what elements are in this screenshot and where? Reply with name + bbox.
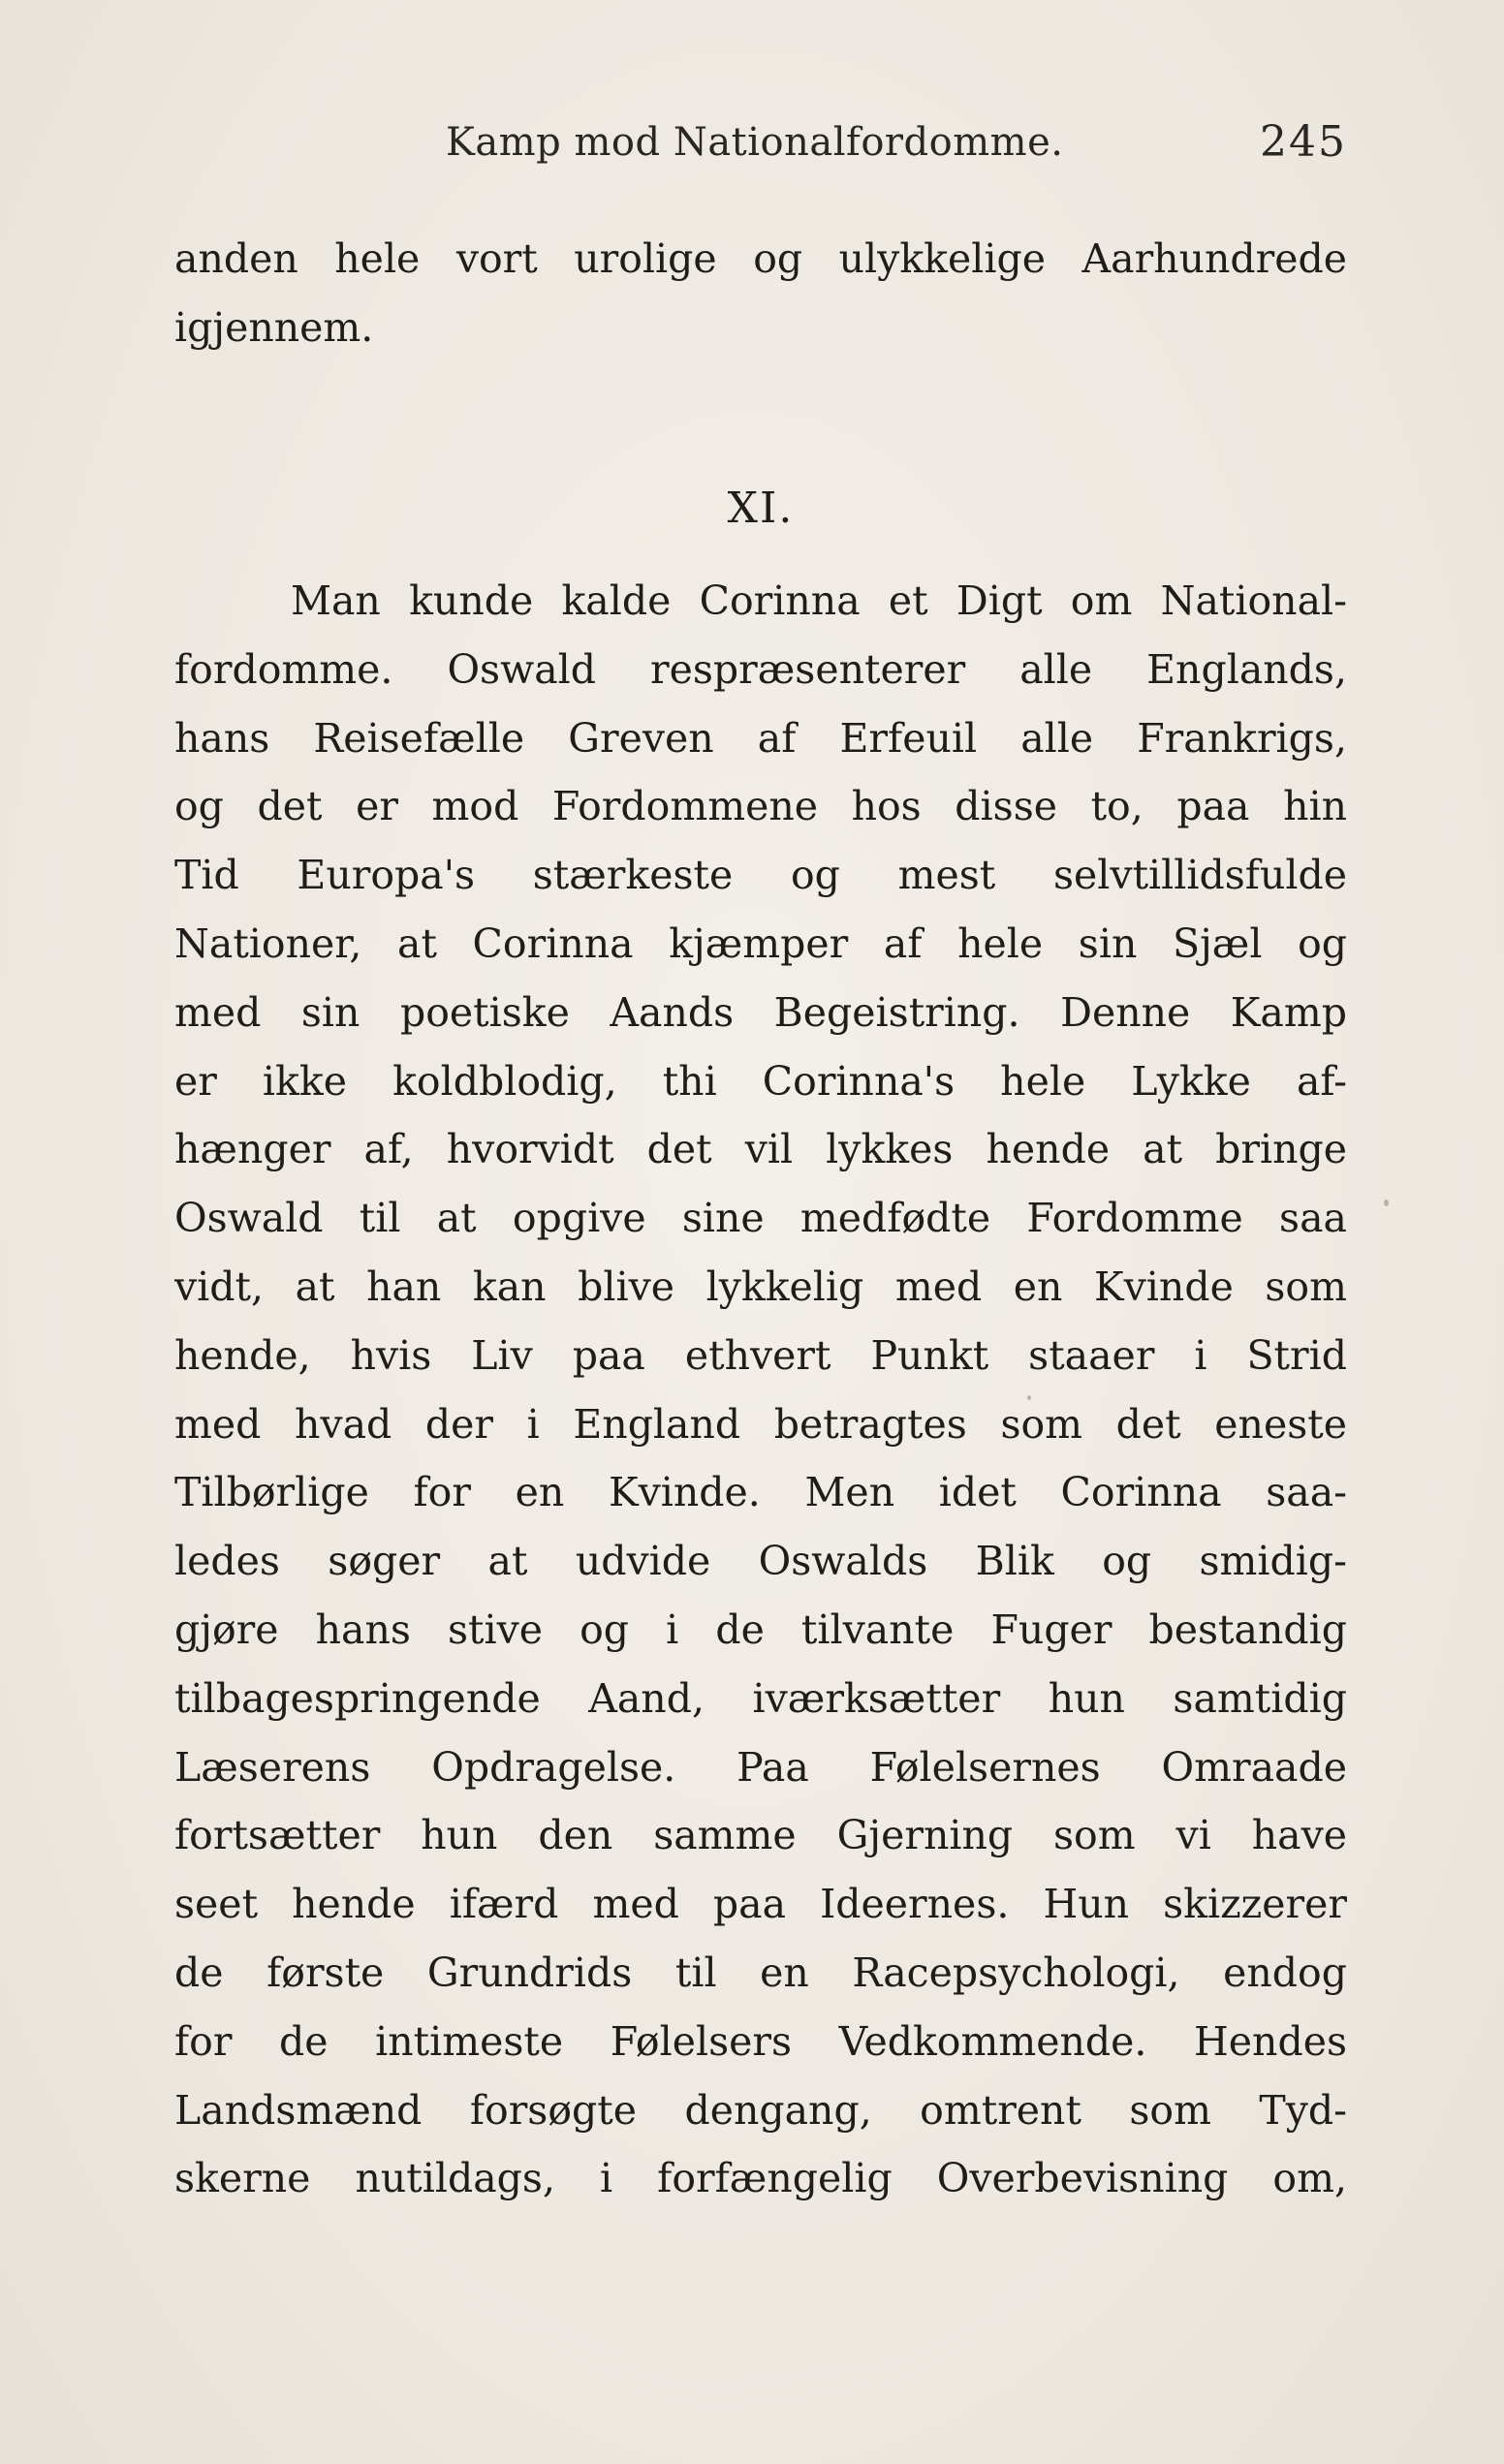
- text-line: skerne nutildags, i forfængelig Overbevisning om,: [174, 2155, 1347, 2202]
- text-line: Oswald til at opgive sine medfødte Fordomme saa: [174, 1195, 1347, 1242]
- intro-paragraph: [174, 225, 1347, 362]
- text-line: med hvad der i England betragtes som det eneste: [174, 1400, 1347, 1448]
- text-line: Læserens Opdragelse. Paa Følelsernes Omraade: [174, 1743, 1347, 1791]
- text-line: fortsætter hun den samme Gjerning som vi have: [174, 1812, 1347, 1859]
- text-line: anden hele vort urolige og ulykkelige Aarhundrede: [174, 235, 1347, 282]
- text-line: gjøre hans stive og i de tilvante Fuger bestandig: [174, 1606, 1347, 1653]
- text-line: ledes søger at udvide Oswalds Blik og smidig-: [174, 1538, 1347, 1585]
- text-line: Landsmænd forsøgte dengang, omtrent som Tyd-: [174, 2086, 1347, 2134]
- text-line: seet hende ifærd med paa Ideernes. Hun skizzerer: [174, 1881, 1347, 1928]
- text-line: de første Grundrids til en Racepsychologi, endog: [174, 1949, 1347, 1996]
- text-line: tilbagespringende Aand, iværksætter hun samtidig: [174, 1674, 1347, 1722]
- text-line: for de intimeste Følelsers Vedkommende. Hendes: [174, 2017, 1347, 2065]
- chapter-paragraph: [174, 567, 1347, 2213]
- running-title: Kamp mod Nationalfordomme.: [446, 120, 1064, 165]
- text-line: med sin poetiske Aands Begeistring. Denne Kamp: [174, 988, 1347, 1036]
- text-line: hænger af, hvorvidt det vil lykkes hende at bringe: [174, 1126, 1347, 1173]
- text-line: fordomme. Oswald respræsenterer alle Englands,: [174, 645, 1347, 693]
- text-line: Man kunde kalde Corinna et Digt om National-: [291, 577, 1347, 624]
- chapter-heading: XI.: [727, 483, 795, 533]
- text-line: og det er mod Fordommene hos disse to, paa hin: [174, 783, 1347, 830]
- text-line: Nationer, at Corinna kjæmper af hele sin Sjæl og: [174, 920, 1347, 967]
- paper-speck: [1384, 1200, 1389, 1206]
- text-line: vidt, at han kan blive lykkelig med en Kvinde som: [174, 1263, 1347, 1310]
- page-number: 245: [1260, 117, 1347, 167]
- text-line: igjennem.: [174, 303, 374, 351]
- text-line: er ikke koldblodig, thi Corinna's hele Lykke af-: [174, 1057, 1347, 1105]
- running-head: [174, 109, 1347, 176]
- paper-speck: [1027, 1395, 1031, 1400]
- text-line: hans Reisefælle Greven af Erfeuil alle Frankrigs,: [174, 714, 1347, 762]
- text-line: Tilbørlige for en Kvinde. Men idet Corinna saa-: [174, 1469, 1347, 1516]
- text-line: Tid Europa's stærkeste og mest selvtillidsfulde: [174, 852, 1347, 899]
- text-line: hende, hvis Liv paa ethvert Punkt staaer i Strid: [174, 1331, 1347, 1379]
